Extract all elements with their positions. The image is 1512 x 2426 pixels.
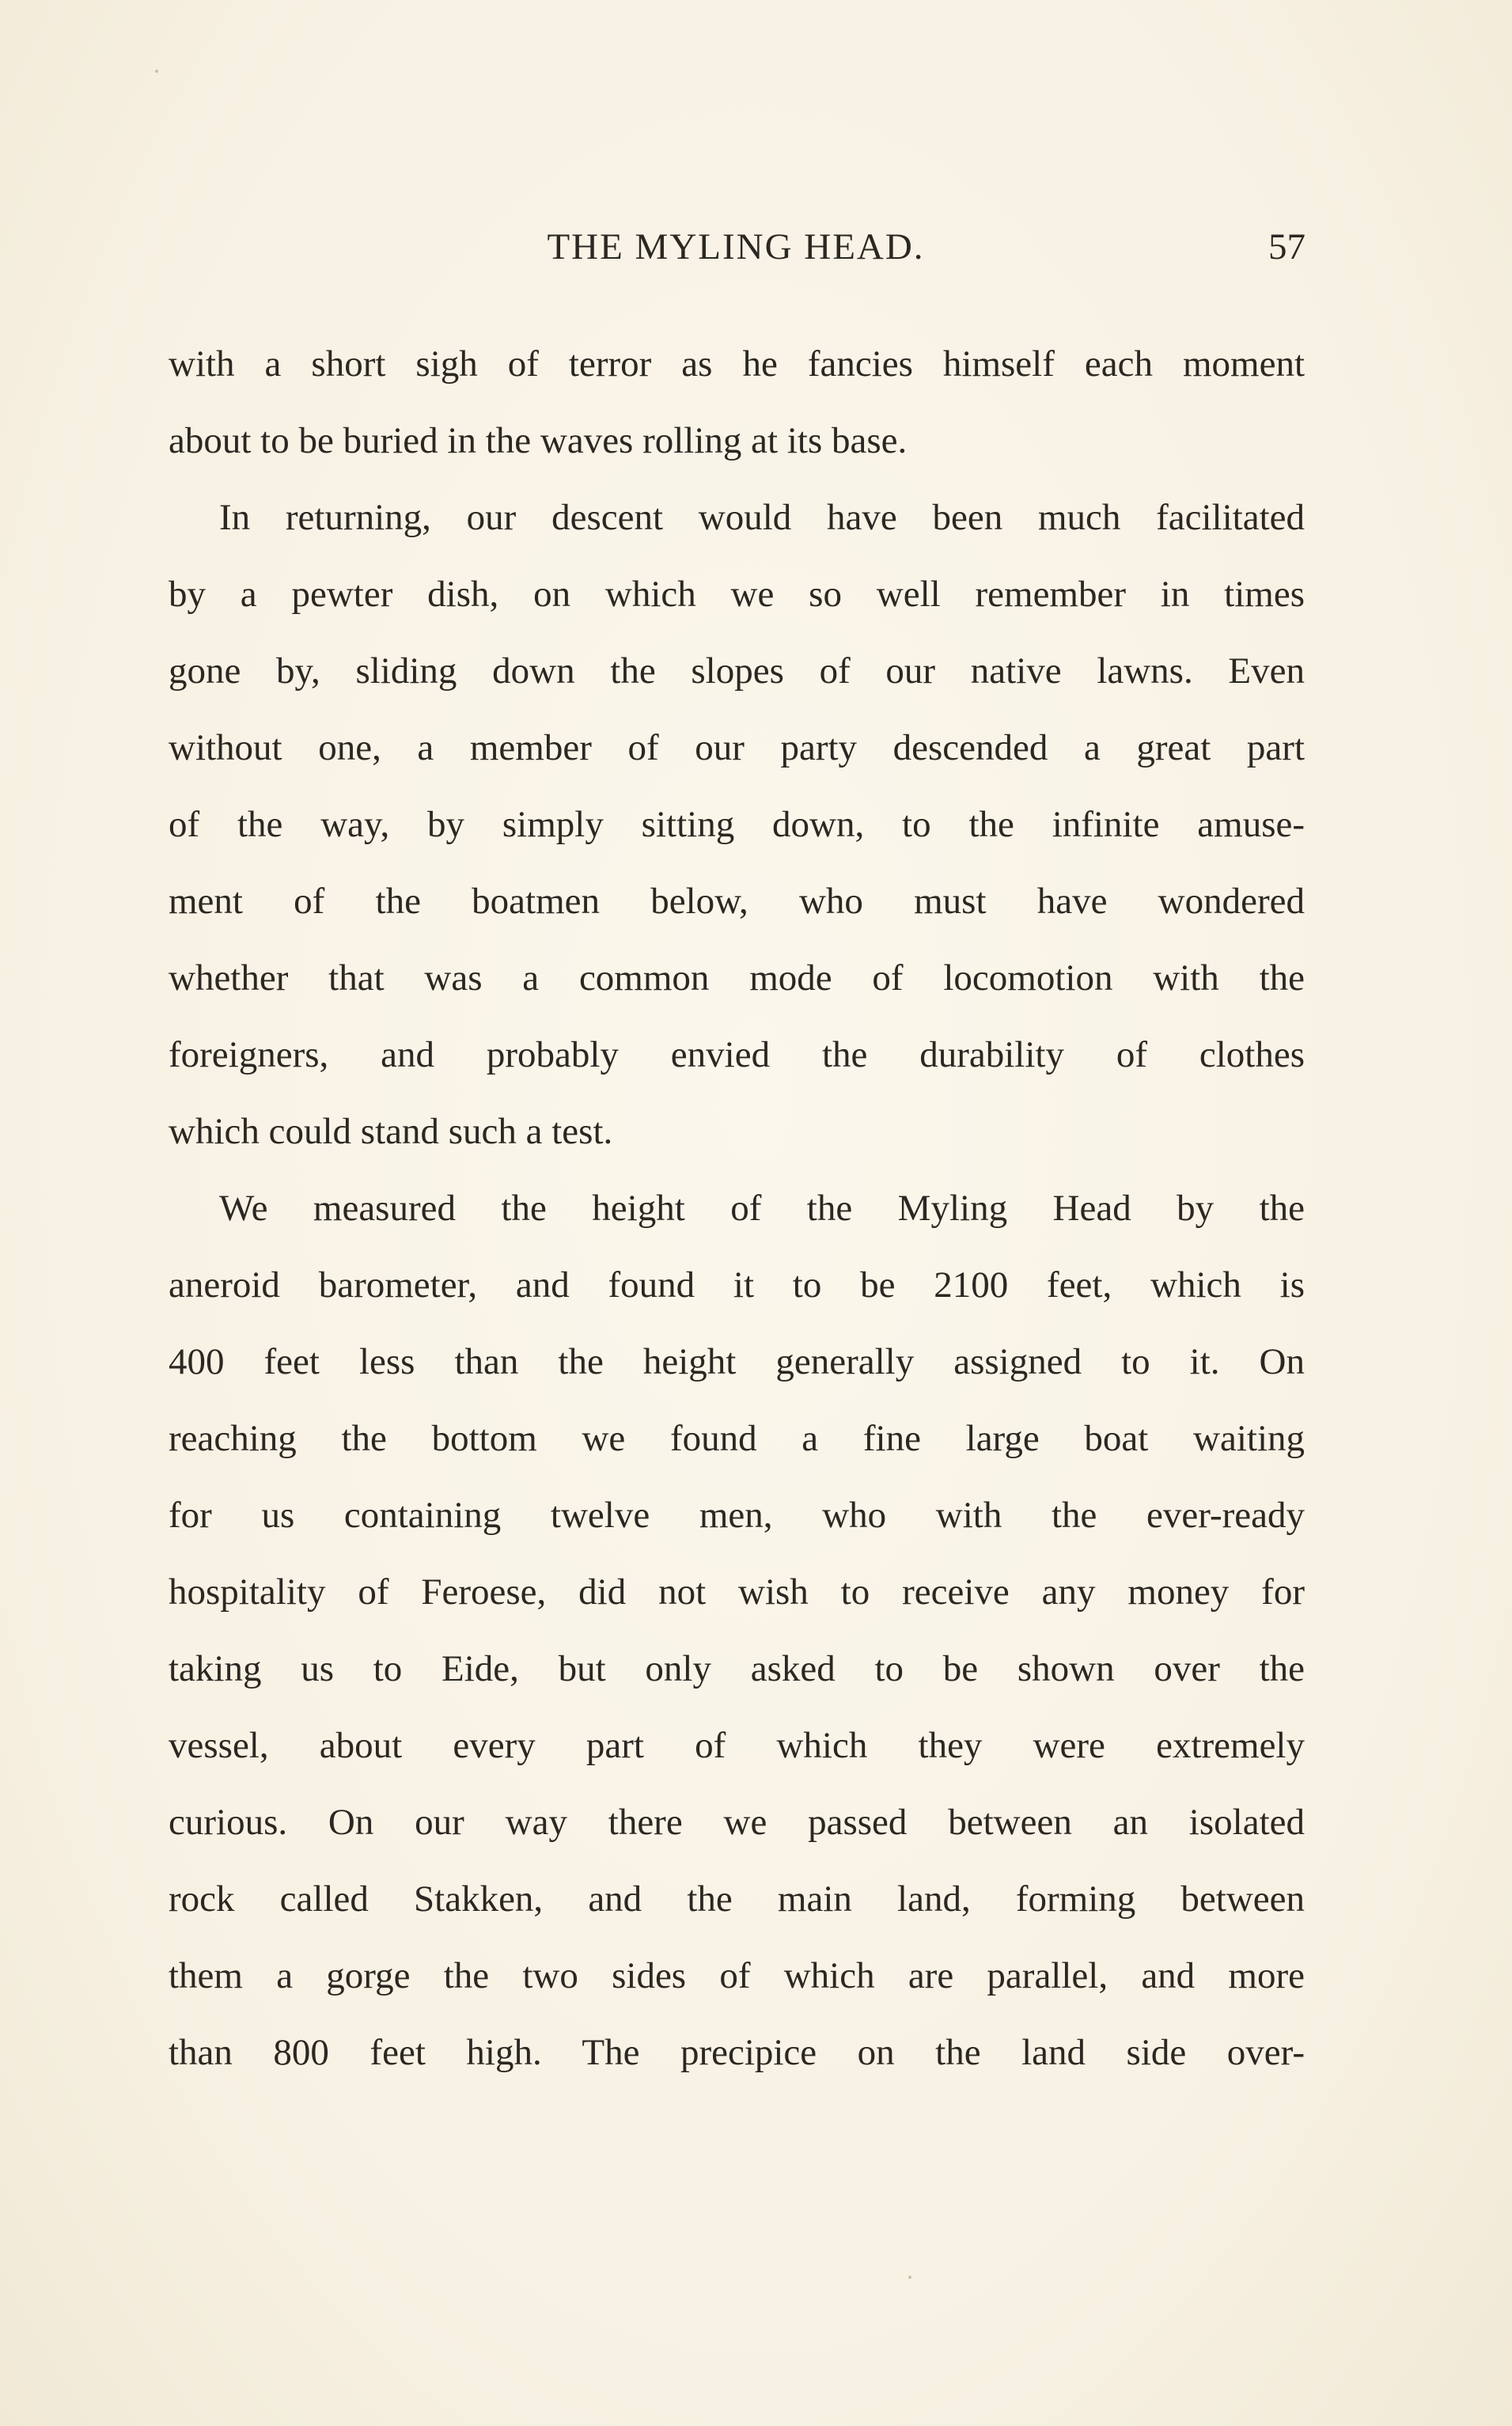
- running-header: [166, 223, 1305, 271]
- text-line: rock called Stakken, and the main land, forming between: [169, 1878, 1305, 1920]
- text-line: with a short sigh of terror as he fancies himself each moment: [169, 343, 1305, 385]
- text-line: curious. On our way there we passed between an isolated: [169, 1802, 1305, 1843]
- text-line: about to be buried in the waves rolling at its base.: [169, 420, 908, 461]
- text-line: foreigners, and probably envied the durability of clothes: [169, 1034, 1305, 1075]
- text-line: gone by, sliding down the slopes of our native lawns. Even: [169, 650, 1305, 692]
- paper-speck: [155, 70, 158, 73]
- running-title: THE MYLING HEAD.: [547, 226, 925, 267]
- text-line: We measured the height of the Myling Head by the: [219, 1188, 1305, 1229]
- text-line: of the way, by simply sitting down, to the infinite amuse-: [169, 804, 1305, 845]
- text-line: than 800 feet high. The precipice on the land side over-: [169, 2032, 1305, 2073]
- text-line: In returning, our descent would have been much facilitated: [219, 497, 1305, 538]
- text-line: taking us to Eide, but only asked to be shown over the: [169, 1648, 1305, 1689]
- body-text: [169, 340, 1305, 2106]
- text-line: them a gorge the two sides of which are parallel, and more: [169, 1955, 1305, 1996]
- page-number: 57: [1268, 226, 1305, 267]
- text-line: ment of the boatmen below, who must have wondered: [169, 881, 1305, 922]
- text-line: whether that was a common mode of locomotion with the: [169, 957, 1305, 999]
- text-line: vessel, about every part of which they were extremely: [169, 1725, 1305, 1766]
- text-line: hospitality of Feroese, did not wish to receive any money for: [169, 1571, 1305, 1613]
- text-line: for us containing twelve men, who with the ever-ready: [169, 1495, 1305, 1536]
- text-line: without one, a member of our party descended a great part: [169, 727, 1305, 768]
- paper-speck: [908, 2276, 911, 2279]
- text-line: reaching the bottom we found a fine large boat waiting: [169, 1418, 1305, 1459]
- text-line: 400 feet less than the height generally assigned to it. On: [169, 1341, 1305, 1382]
- text-line: which could stand such a test.: [169, 1111, 613, 1152]
- text-line: by a pewter dish, on which we so well remember in times: [169, 574, 1305, 615]
- text-line: aneroid barometer, and found it to be 2100 feet, which is: [169, 1264, 1305, 1306]
